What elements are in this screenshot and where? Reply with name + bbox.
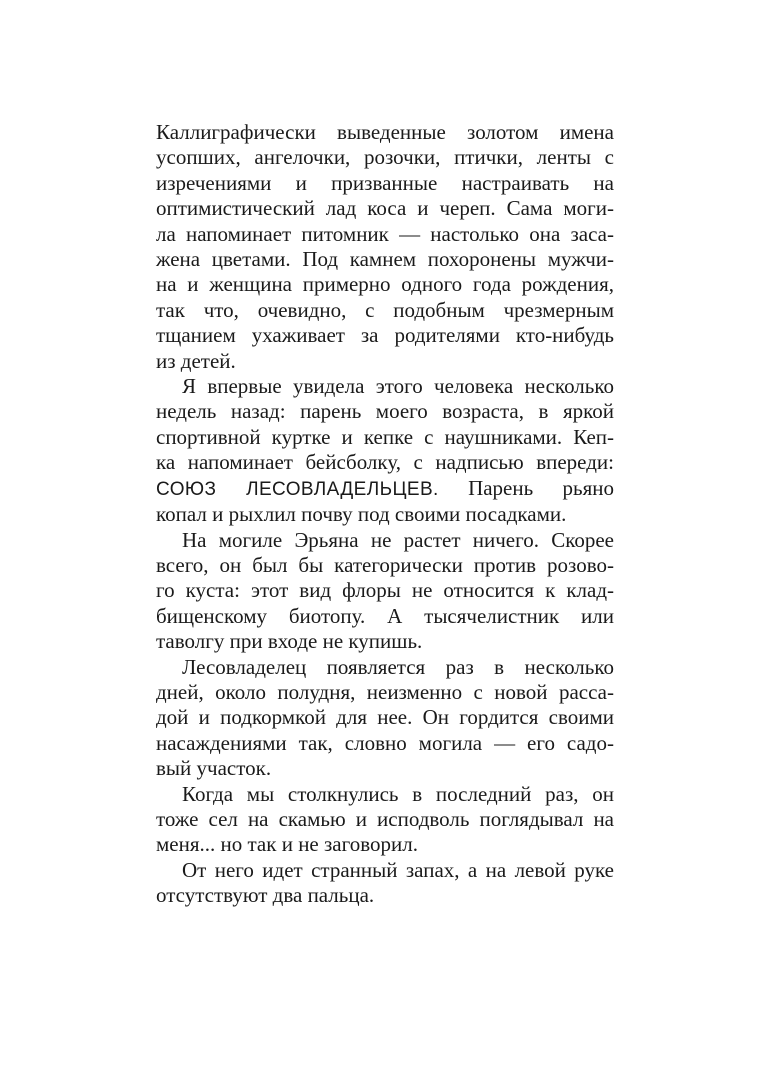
text-line: меня... но так и не заговорил.: [156, 832, 418, 857]
paragraph-3: [156, 528, 614, 655]
text-line: Когда мы столкнулись в последний раз, он: [182, 781, 614, 806]
text-line: усопших, ангелочки, розочки, птички, ленты с: [156, 145, 614, 170]
text-line: тоже сел на скамью и исподволь поглядывал на: [156, 806, 614, 831]
text-line: всего, он был бы категорически против розово-: [156, 552, 614, 577]
text-line: Лесовладелец появляется раз в несколько: [182, 654, 614, 679]
text-line: дней, около полудня, неизменно с новой расса-: [156, 679, 614, 704]
text-line: Каллиграфически выведенные золотом имена: [156, 120, 614, 144]
paragraph-2: [156, 374, 614, 527]
text-line: вый участок.: [156, 756, 272, 781]
text-line: так что, очевидно, с подобным чрезмерным: [156, 297, 614, 322]
text-fragment: Парень рьяно: [438, 475, 614, 500]
text-line: дой и подкормкой для нее. Он гордится своими: [156, 705, 614, 730]
book-page: [156, 120, 614, 909]
paragraph-1: [156, 120, 614, 374]
text-line: копал и рыхлил почву под своими посадками.: [156, 502, 567, 527]
text-line: изречениями и призванные настраивать на: [156, 170, 614, 195]
paragraph-5: [156, 782, 614, 858]
text-line: бищенскому биотопу. А тысячелистник или: [156, 603, 614, 628]
cap-inscription: СОЮЗ ЛЕСОВЛАДЕЛЬЦЕВ.: [156, 478, 439, 500]
text-line: ла напоминает питомник — настолько она заса-: [156, 221, 614, 246]
text-line: насаждениями так, словно могила — его садо-: [156, 730, 614, 755]
text-line: го куста: этот вид флоры не относится к клад-: [156, 578, 614, 603]
paragraph-4: [156, 655, 614, 782]
paragraph-6: [156, 858, 614, 909]
text-line: на и женщина примерно одного года рождения,: [156, 272, 614, 297]
text-line: тщанием ухаживает за родителями кто-нибудь: [156, 323, 614, 348]
text-line: оптимистический лад коса и череп. Сама моги-: [156, 196, 614, 221]
text-line: От него идет странный запах, а на левой руке: [182, 857, 614, 882]
text-line: отсутствуют два пальца.: [156, 883, 375, 908]
text-line: недель назад: парень моего возраста, в яркой: [156, 399, 614, 424]
text-line: из детей.: [156, 348, 236, 373]
text-line: На могиле Эрьяна не растет ничего. Скорее: [182, 527, 614, 552]
text-line: [156, 476, 614, 502]
text-line: ка напоминает бейсболку, с надписью впереди:: [156, 450, 614, 475]
text-line: таволгу при входе не купишь.: [156, 629, 423, 654]
text-line: спортивной куртке и кепке с наушниками. Кеп-: [156, 424, 614, 449]
text-line: Я впервые увидела этого человека несколько: [182, 374, 614, 399]
text-line: жена цветами. Под камнем похоронены мужчи-: [156, 247, 614, 272]
